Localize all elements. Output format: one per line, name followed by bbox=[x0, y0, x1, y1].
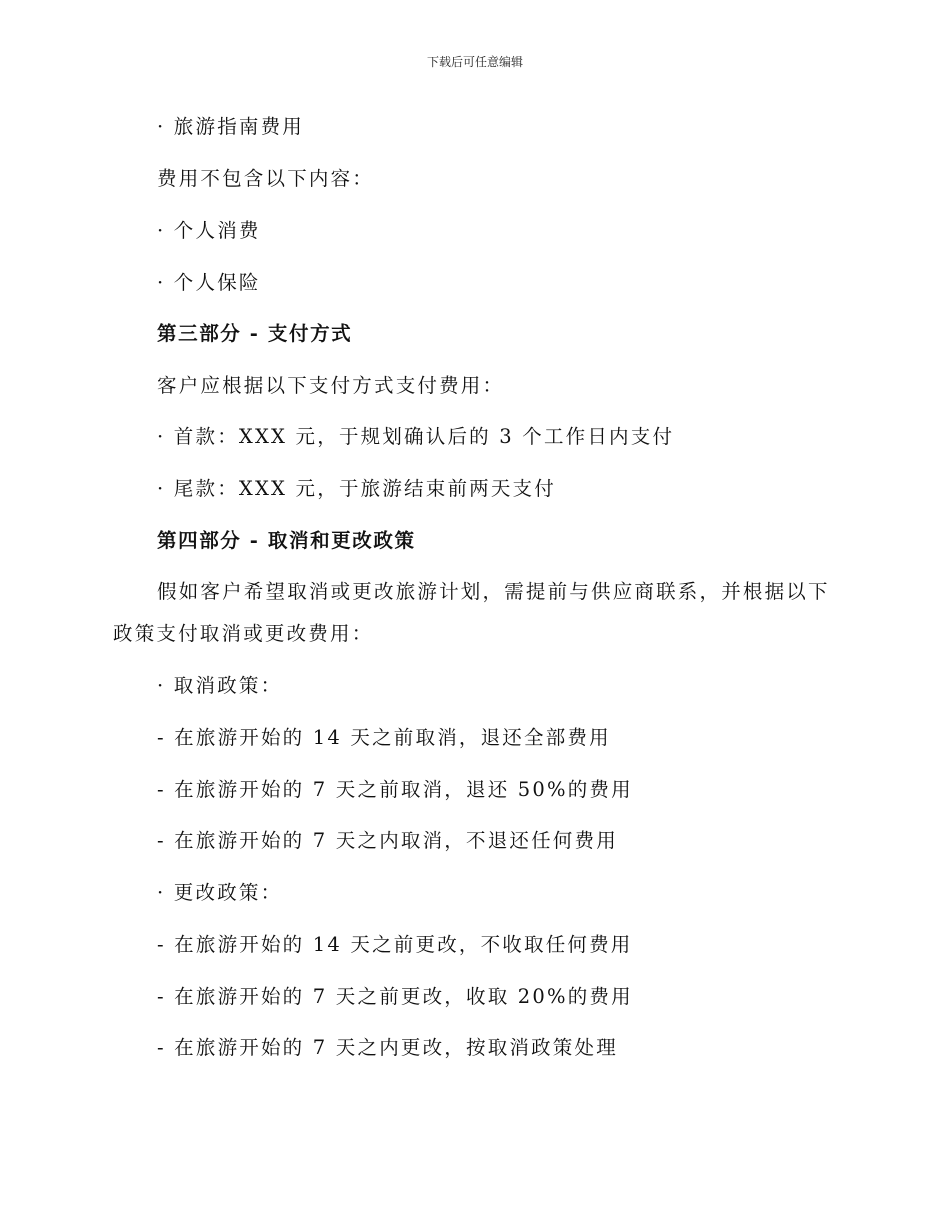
policy-item-change-7-days-before: - 在旅游开始的 7 天之前更改，收取 20%的费用 bbox=[157, 985, 633, 1008]
bullet-item-down-payment: · 首款：XXX 元，于规划确认后的 3 个工作日内支付 bbox=[157, 425, 675, 448]
section-heading-cancellation: 第四部分 - 取消和更改政策 bbox=[157, 529, 416, 552]
policy-item-change-14-days: - 在旅游开始的 14 天之前更改，不收取任何费用 bbox=[157, 933, 633, 956]
policy-item-change-within-7-days: - 在旅游开始的 7 天之内更改，按取消政策处理 bbox=[157, 1036, 618, 1059]
bullet-item-cancel-policy: · 取消政策： bbox=[157, 674, 283, 697]
section-heading-payment: 第三部分 - 支付方式 bbox=[157, 322, 353, 345]
policy-item-cancel-within-7-days: - 在旅游开始的 7 天之内取消，不退还任何费用 bbox=[157, 829, 618, 852]
bullet-item-change-policy: · 更改政策： bbox=[157, 881, 283, 904]
bullet-item-personal-insurance: · 个人保险 bbox=[157, 271, 261, 294]
bullet-item-final-payment: · 尾款：XXX 元，于旅游结束前两天支付 bbox=[157, 477, 556, 500]
page-header: 下载后可任意编辑 bbox=[426, 55, 523, 69]
paragraph-payment-intro: 客户应根据以下支付方式支付费用： bbox=[157, 374, 505, 397]
paragraph-excluded-intro: 费用不包含以下内容： bbox=[157, 167, 375, 190]
paragraph-cancellation-intro-line1: 假如客户希望取消或更改旅游计划，需提前与供应商联系，并根据以下 bbox=[157, 580, 830, 603]
policy-item-cancel-7-days-before: - 在旅游开始的 7 天之前取消，退还 50%的费用 bbox=[157, 778, 633, 801]
paragraph-cancellation-intro-line2: 政策支付取消或更改费用： bbox=[113, 622, 374, 645]
bullet-item-guide-fee: · 旅游指南费用 bbox=[157, 115, 304, 138]
policy-item-cancel-14-days: - 在旅游开始的 14 天之前取消，退还全部费用 bbox=[157, 726, 611, 749]
bullet-item-personal-consumption: · 个人消费 bbox=[157, 219, 261, 242]
